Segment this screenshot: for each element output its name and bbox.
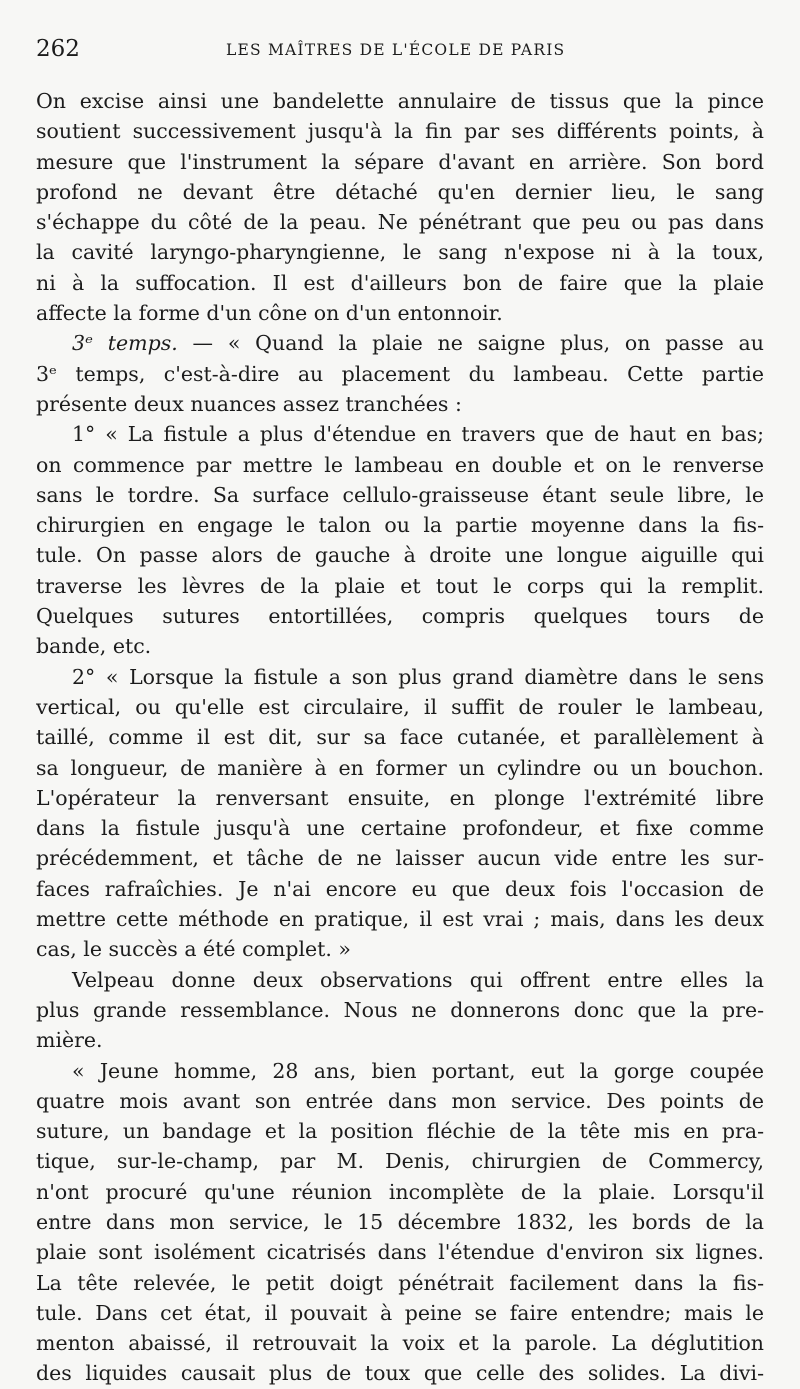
line-text: plus grande ressemblance. Nous ne donnerons donc que la pre- <box>36 997 764 1022</box>
line-text: entre dans mon service, le 15 décembre 1832, les bords de la <box>36 1209 764 1234</box>
line-text: la cavité laryngo-pharyngienne, le sang n'expose ni à la toux, <box>36 240 764 265</box>
text-line <box>36 419 764 449</box>
line-text: dans la fistule jusqu'à une certaine profondeur, et fixe comme <box>36 816 764 841</box>
line-text: La tête relevée, le petit doigt pénétrait facilement dans la fis- <box>36 1270 764 1295</box>
line-text: soutient successivement jusqu'à la fin par ses différents points, à <box>36 119 764 144</box>
line-text: bande, etc. <box>36 634 152 659</box>
line-text: plaie sont isolément cicatrisés dans l'étendue d'environ six lignes. <box>36 1240 764 1265</box>
line-text: suture, un bandage et la position fléchie de la tête mis en pra- <box>36 1119 764 1144</box>
text-line <box>36 813 764 843</box>
text-line <box>36 631 764 661</box>
text-line <box>36 571 764 601</box>
section-label: 3ᵉ temps. <box>72 331 178 356</box>
body-text <box>36 86 764 1389</box>
line-text: traverse les lèvres de la plaie et tout le corps qui la remplit. <box>36 573 764 598</box>
line-text: ni à la suffocation. Il est d'ailleurs bon de faire que la plaie <box>36 270 764 295</box>
line-text: sa longueur, de manière à en former un cylindre ou un bouchon. <box>36 755 764 780</box>
text-line <box>36 783 764 813</box>
text-line <box>36 359 764 389</box>
line-text: menton abaissé, il retrouvait la voix et la parole. La déglutition <box>36 1331 764 1356</box>
line-text: 3ᵉ temps, c'est-à-dire au placement du lambeau. Cette partie <box>36 361 764 386</box>
line-text: on commence par mettre le lambeau en double et on le renverse <box>36 452 764 477</box>
text-line <box>36 237 764 267</box>
text-line <box>36 874 764 904</box>
text-line <box>36 692 764 722</box>
line-text: profond ne devant être détaché qu'en dernier lieu, le sang <box>36 179 764 204</box>
line-text: présente deux nuances assez tranchées : <box>36 391 462 416</box>
line-text: chirurgien en engage le talon ou la partie moyenne dans la fis- <box>36 513 764 538</box>
line-text: L'opérateur la renversant ensuite, en plonge l'extrémité libre <box>36 785 764 810</box>
text-line <box>36 1116 764 1146</box>
text-line <box>36 1056 764 1086</box>
line-text: des liquides causait plus de toux que celle des solides. La divi- <box>36 1361 764 1386</box>
line-text: vertical, ou qu'elle est circulaire, il suffit de rouler le lambeau, <box>36 694 764 719</box>
text-line <box>36 480 764 510</box>
line-text: Velpeau donne deux observations qui offrent entre elles la <box>72 967 764 992</box>
text-line <box>36 116 764 146</box>
page-number: 262 <box>36 36 80 62</box>
text-line <box>36 904 764 934</box>
text-line <box>36 601 764 631</box>
text-line <box>36 965 764 995</box>
text-line <box>36 753 764 783</box>
line-text: quatre mois avant son entrée dans mon service. Des points de <box>36 1088 764 1113</box>
text-line <box>36 1146 764 1176</box>
line-text: taillé, comme il est dit, sur sa face cutanée, et parallèlement à <box>36 725 764 750</box>
text-line <box>36 1268 764 1298</box>
line-text: tule. On passe alors de gauche à droite une longue aiguille qui <box>36 543 764 568</box>
line-text: sans le tordre. Sa surface cellulo-graisseuse étant seule libre, le <box>36 482 764 507</box>
line-text: faces rafraîchies. Je n'ai encore eu que deux fois l'occasion de <box>36 876 764 901</box>
line-text: On excise ainsi une bandelette annulaire de tissus que la pince <box>36 89 764 113</box>
text-line <box>36 1358 764 1388</box>
line-text: 1° « La fistule a plus d'étendue en travers que de haut en bas; <box>72 422 764 447</box>
text-line <box>36 389 764 419</box>
line-text: 2° « Lorsque la fistule a son plus grand diamètre dans le sens <box>72 664 764 689</box>
text-line <box>36 177 764 207</box>
text-line <box>36 540 764 570</box>
line-text: tule. Dans cet état, il pouvait à peine se faire entendre; mais le <box>36 1300 764 1325</box>
line-text: mettre cette méthode en pratique, il est vrai ; mais, dans les deux <box>36 907 764 932</box>
line-text: Quelques sutures entortillées, compris quelques tours de <box>36 604 764 629</box>
text-line <box>36 1025 764 1055</box>
text-line <box>36 298 764 328</box>
text-line <box>36 1207 764 1237</box>
text-line <box>36 843 764 873</box>
text-line <box>36 934 764 964</box>
line-text: n'ont procuré qu'une réunion incomplète de la plaie. Lorsqu'il <box>36 1179 764 1204</box>
text-line <box>36 662 764 692</box>
running-title: LES MAÎTRES DE L'ÉCOLE DE PARIS <box>226 41 566 59</box>
text-line <box>36 328 764 358</box>
line-text: — « Quand la plaie ne saigne plus, on passe au <box>192 331 764 356</box>
text-line <box>36 86 764 116</box>
text-line <box>36 207 764 237</box>
line-text: s'échappe du côté de la peau. Ne pénétrant que peu ou pas dans <box>36 210 764 235</box>
text-line <box>36 1237 764 1267</box>
line-text: précédemment, et tâche de ne laisser aucun vide entre les sur- <box>36 846 764 871</box>
line-text: mière. <box>36 1028 103 1053</box>
line-text: cas, le succès a été complet. » <box>36 937 351 962</box>
line-text: mesure que l'instrument la sépare d'avant en arrière. Son bord <box>36 149 764 174</box>
line-text: tique, sur-le-champ, par M. Denis, chirurgien de Commercy, <box>36 1149 764 1174</box>
text-line <box>36 268 764 298</box>
text-line <box>36 1086 764 1116</box>
text-line <box>36 995 764 1025</box>
text-line <box>36 147 764 177</box>
line-text: affecte la forme d'un cône on d'un entonnoir. <box>36 301 503 326</box>
text-line <box>36 1328 764 1358</box>
text-line <box>36 1177 764 1207</box>
text-line <box>36 510 764 540</box>
page-header <box>36 34 768 68</box>
text-line <box>36 1298 764 1328</box>
line-text: « Jeune homme, 28 ans, bien portant, eut la gorge coupée <box>72 1058 764 1083</box>
text-line <box>36 450 764 480</box>
text-line <box>36 722 764 752</box>
